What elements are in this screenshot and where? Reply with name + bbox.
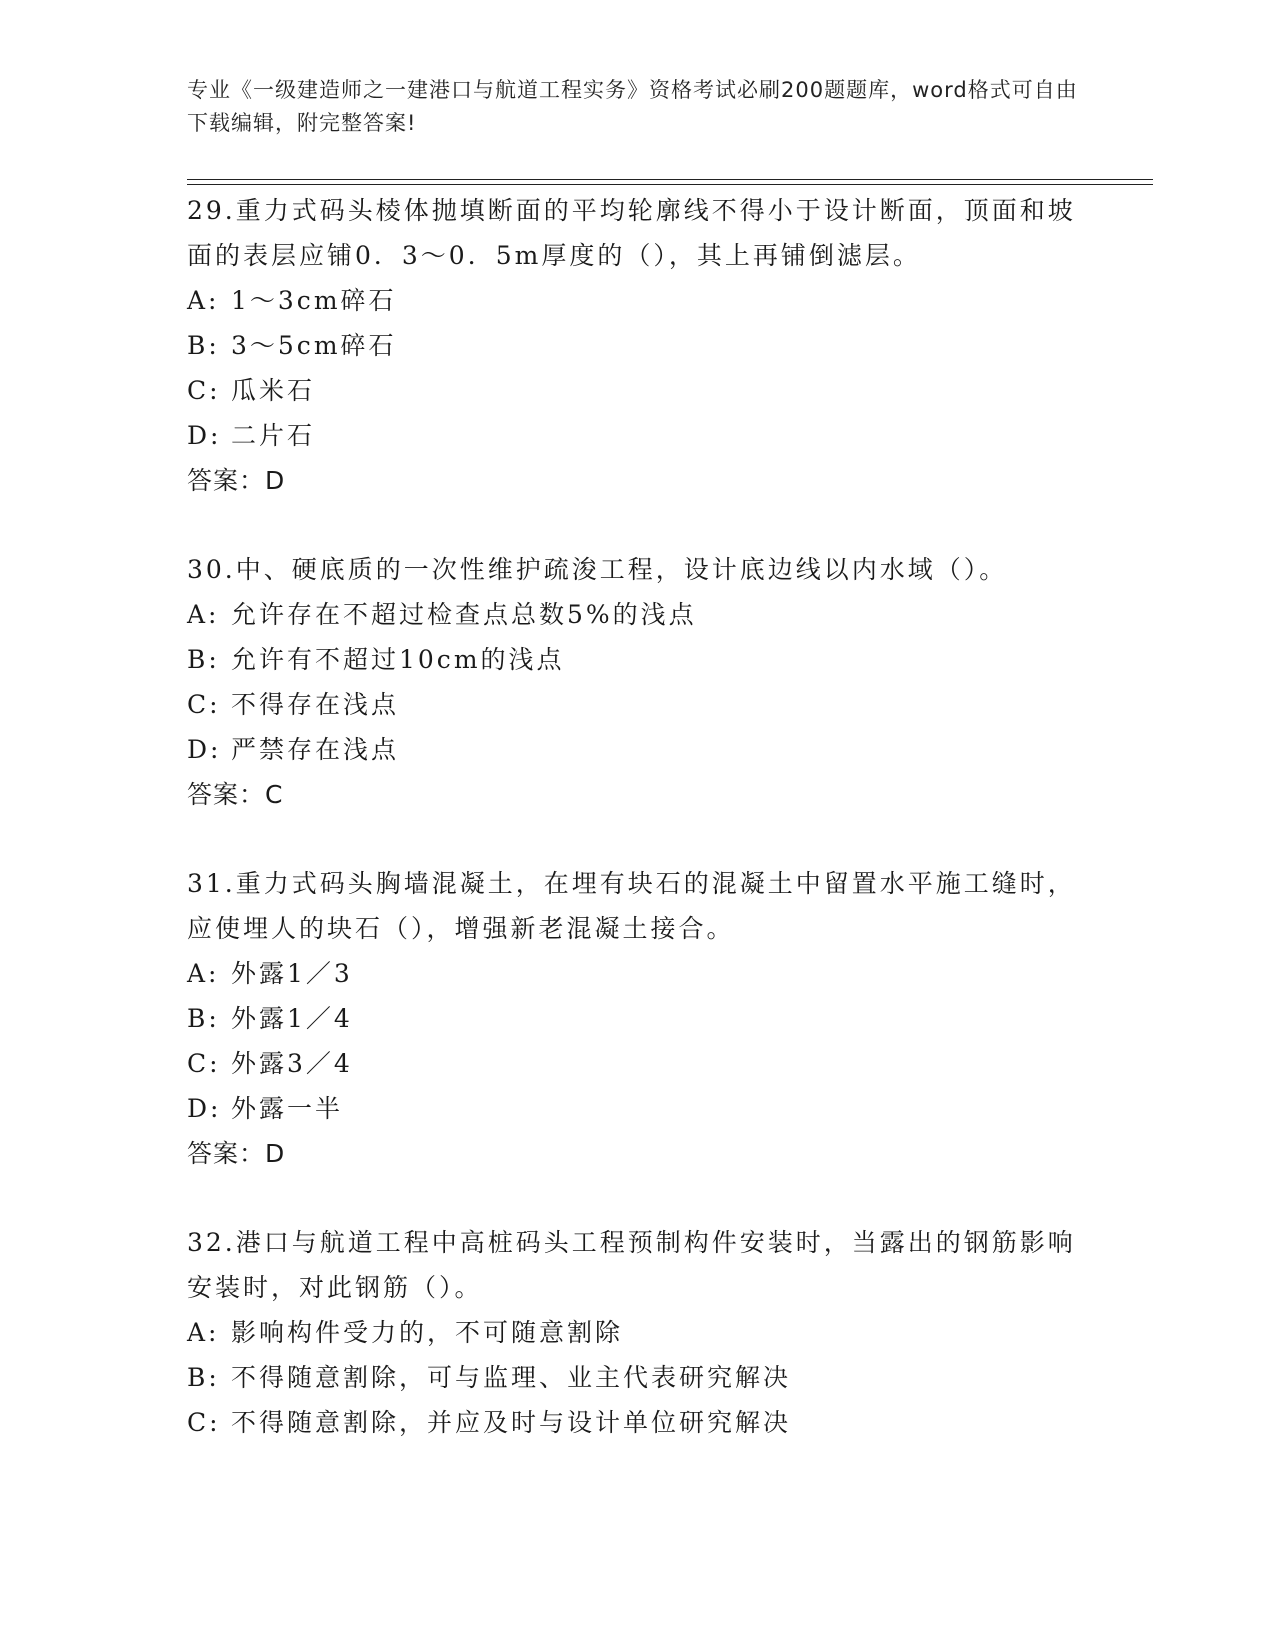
option-letter: B: [187, 1363, 220, 1392]
option-letter: D: [187, 735, 222, 764]
option-a [187, 278, 1087, 323]
option-letter: C: [187, 690, 221, 719]
option-a [187, 592, 1087, 637]
header-divider-top [187, 179, 1153, 180]
option-letter: A: [187, 959, 220, 988]
answer-line: 答案：C [187, 780, 284, 809]
option-text: 允许有不超过10cm的浅点 [231, 645, 565, 674]
option-letter: B: [187, 331, 220, 360]
option-text: 1～3cm碎石 [231, 286, 397, 315]
header-text: 专业《一级建造师之一建港口与航道工程实务》资格考试必刷200题题库，word格式可自由下载编辑，附完整答案! [187, 78, 1078, 135]
option-d [187, 1086, 1087, 1131]
option-b [187, 996, 1087, 1041]
option-d [187, 727, 1087, 772]
option-letter: A: [187, 1318, 220, 1347]
option-text: 外露一半 [231, 1094, 344, 1123]
option-letter: C: [187, 376, 221, 405]
option-c [187, 682, 1087, 727]
option-b [187, 1355, 1087, 1400]
option-text: 外露3／4 [231, 1049, 353, 1078]
question-32 [187, 1220, 1087, 1445]
option-text: 外露1／4 [231, 1004, 353, 1033]
option-letter: D: [187, 1094, 222, 1123]
option-b [187, 637, 1087, 682]
option-b [187, 323, 1087, 368]
option-letter: B: [187, 645, 220, 674]
option-letter: C: [187, 1049, 221, 1078]
option-letter: B: [187, 1004, 220, 1033]
question-stem: 30.中、硬底质的一次性维护疏浚工程，设计底边线以内水域（）。 [187, 555, 1008, 584]
question-list [187, 188, 1087, 1489]
document-header [187, 74, 1087, 140]
question-stem: 31.重力式码头胸墙混凝土，在埋有块石的混凝土中留置水平施工缝时，应使埋人的块石（），增强新老混凝土接合。 [187, 869, 1076, 943]
question-29 [187, 188, 1087, 503]
option-text: 不得随意割除，可与监理、业主代表研究解决 [231, 1363, 792, 1392]
answer-line: 答案：D [187, 466, 286, 495]
question-31 [187, 861, 1087, 1176]
question-stem: 32.港口与航道工程中高桩码头工程预制构件安装时，当露出的钢筋影响安装时，对此钢筋（）。 [187, 1228, 1076, 1302]
option-c [187, 1400, 1087, 1445]
answer-line: 答案：D [187, 1139, 286, 1168]
option-a [187, 951, 1087, 996]
option-text: 外露1／3 [231, 959, 353, 988]
option-letter: A: [187, 600, 220, 629]
option-d [187, 413, 1087, 458]
question-30 [187, 547, 1087, 817]
option-letter: D: [187, 421, 222, 450]
option-text: 不得随意割除，并应及时与设计单位研究解决 [231, 1408, 792, 1437]
option-text: 允许存在不超过检查点总数5%的浅点 [231, 600, 697, 629]
option-text: 影响构件受力的，不可随意割除 [231, 1318, 624, 1347]
option-a [187, 1310, 1087, 1355]
option-text: 不得存在浅点 [231, 690, 400, 719]
header-divider-bottom [187, 184, 1153, 185]
option-c [187, 1041, 1087, 1086]
option-text: 瓜米石 [231, 376, 316, 405]
option-text: 3～5cm碎石 [231, 331, 397, 360]
option-c [187, 368, 1087, 413]
option-text: 严禁存在浅点 [231, 735, 400, 764]
option-letter: A: [187, 286, 220, 315]
option-letter: C: [187, 1408, 221, 1437]
option-text: 二片石 [231, 421, 316, 450]
question-stem: 29.重力式码头棱体抛填断面的平均轮廓线不得小于设计断面，顶面和坡面的表层应铺0．3～0．5m厚度的（），其上再铺倒滤层。 [187, 196, 1076, 270]
